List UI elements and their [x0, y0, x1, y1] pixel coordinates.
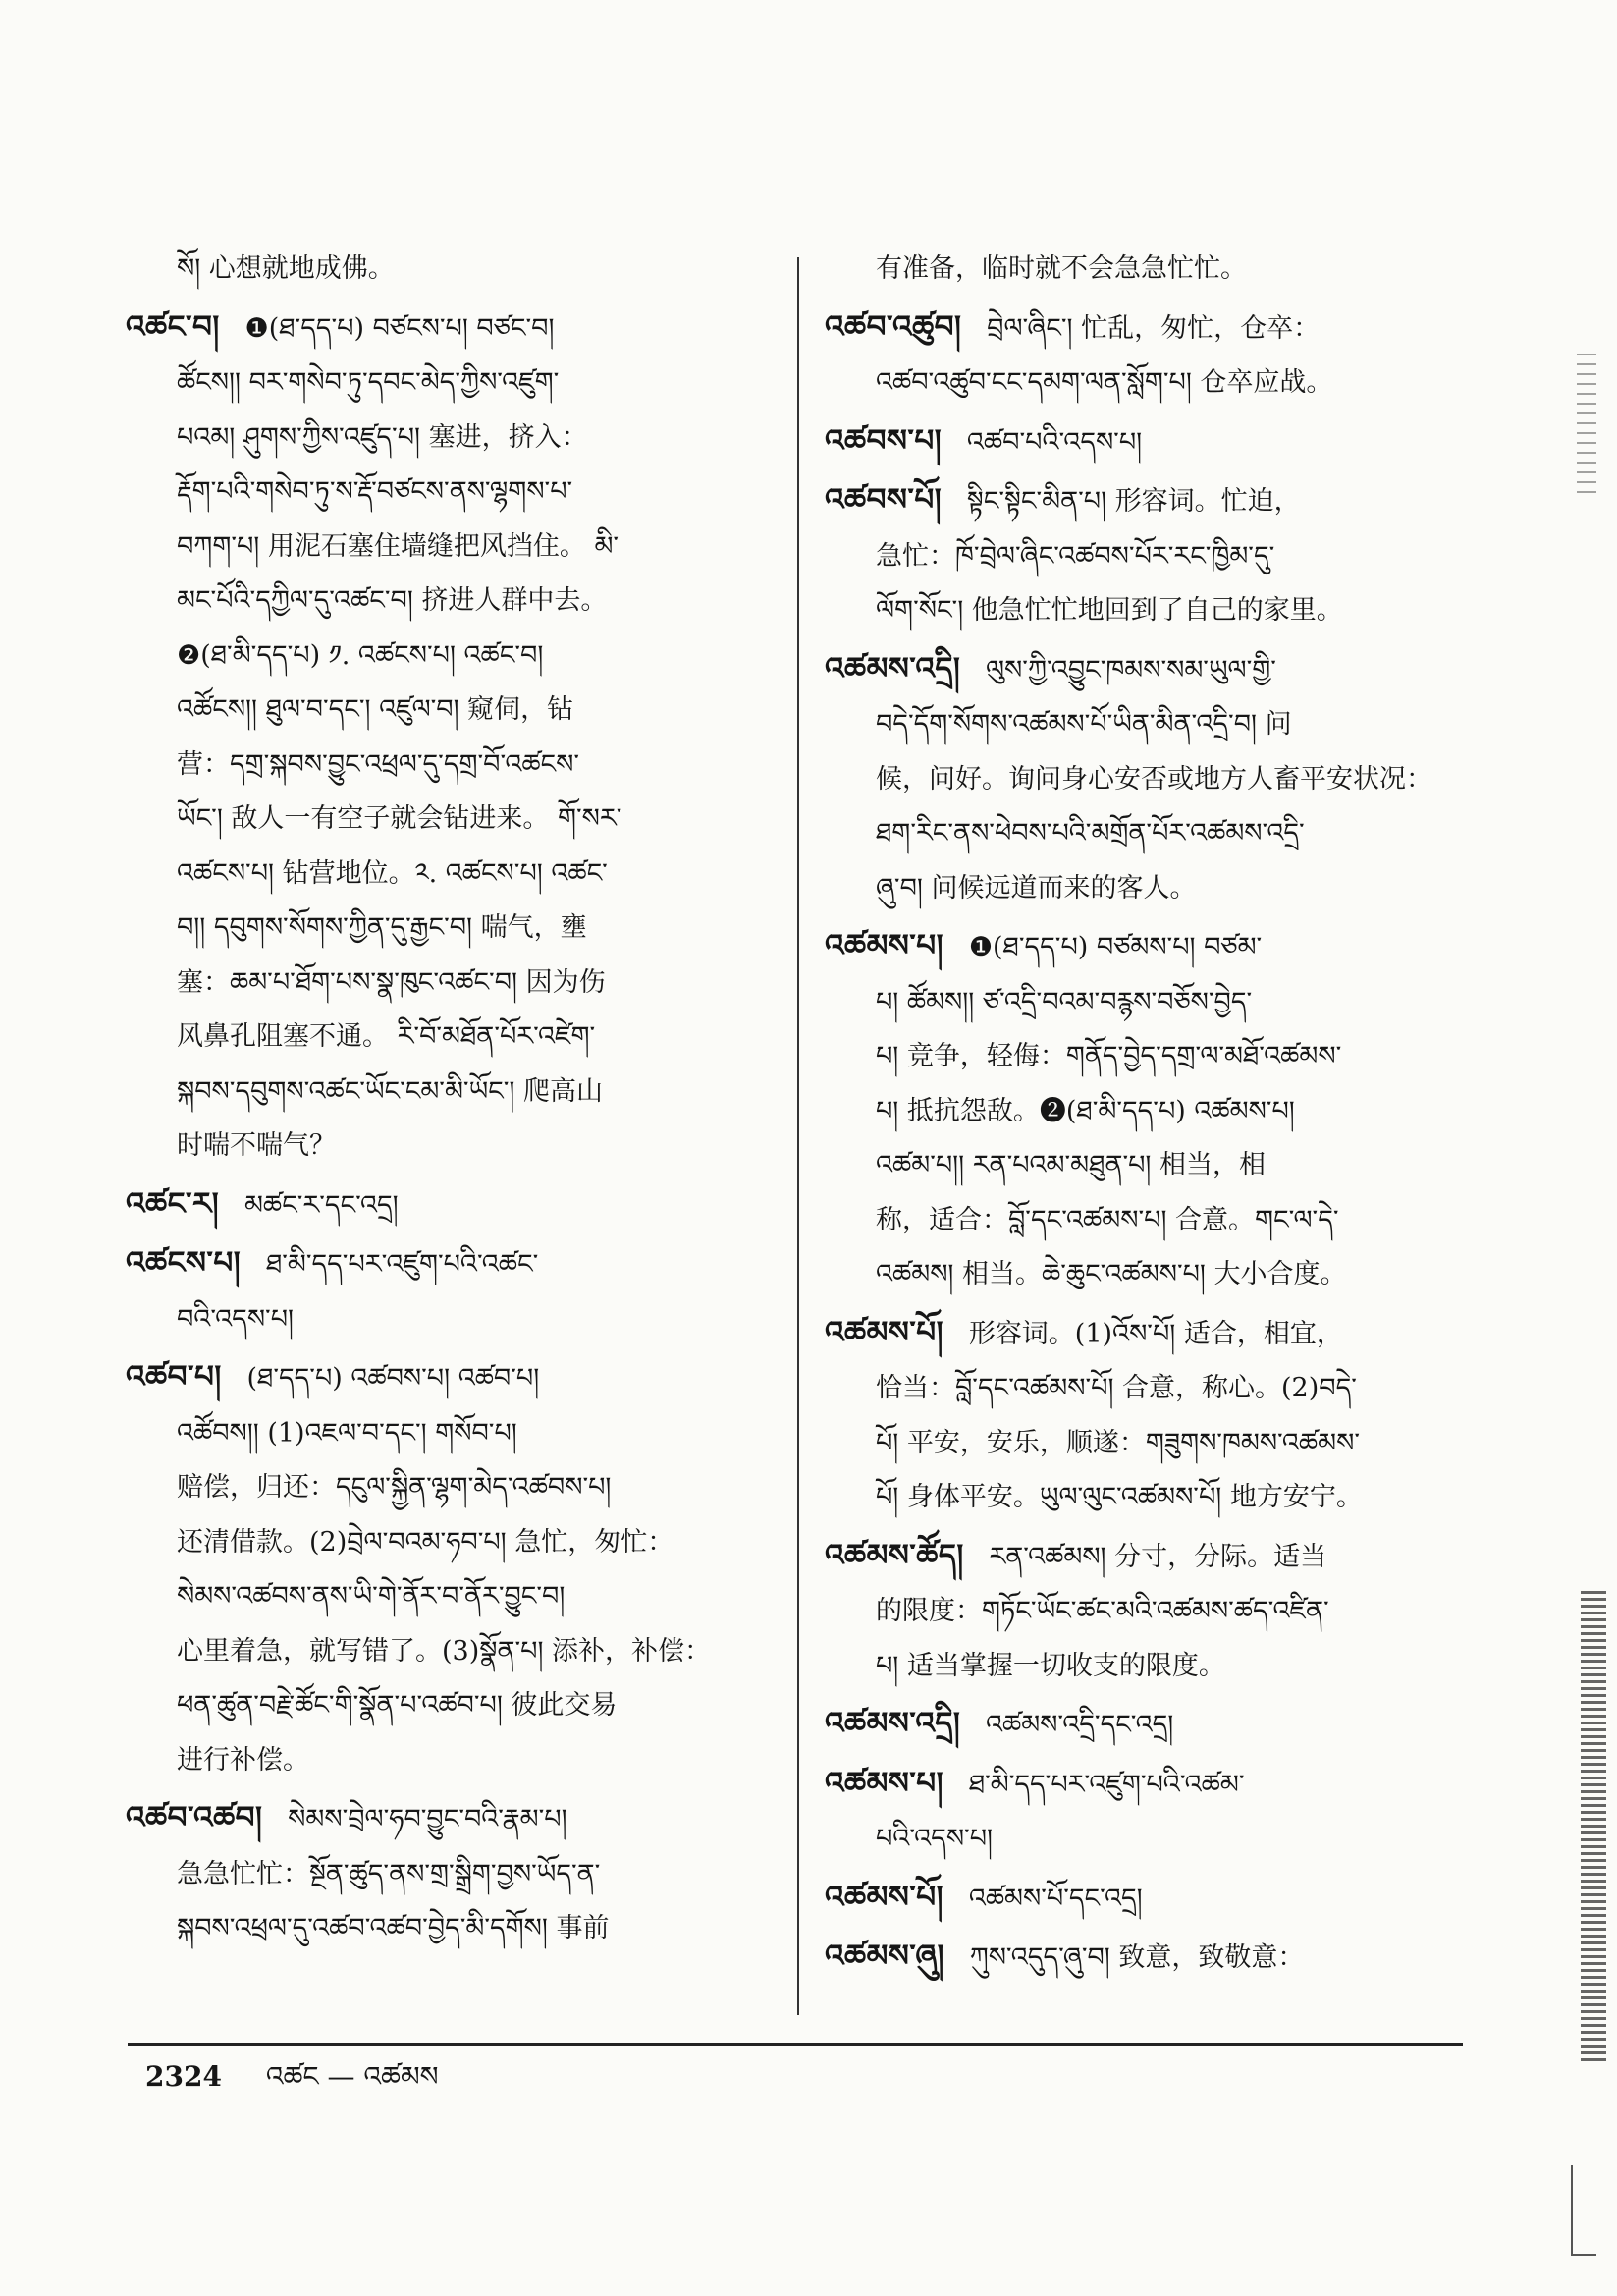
headword-range: འཚང — འཚམས [265, 2060, 439, 2093]
entry-first-line [825, 1930, 1473, 1986]
entry-headword: འཚམས་པ། [825, 928, 944, 963]
entry-line: སོ། 心想就地成佛。 [177, 253, 395, 284]
entry-text: སེམས་བྲེལ་ཧབ་བྱུང་བའི་རྣམ་པ། [288, 1804, 567, 1834]
entry-headword: འཚབ་པ། [126, 1359, 222, 1394]
entry-headword: འཚམས་འདྲི། [825, 650, 961, 686]
entry [825, 301, 1473, 410]
footer-rule [128, 2043, 1463, 2046]
entry [825, 642, 1473, 916]
entry-line: པ། 抵抗怨敌。❷(ཐ་མི་དད་པ) འཚམས་པ། [876, 1095, 1295, 1126]
entry-text: (ཐ་དད་པ) འཚབས་པ། འཚབ་པ། [246, 1363, 540, 1394]
entry-headword: འཚམས་ཞུ། [825, 1939, 944, 1974]
entry-line: ❷(ཐ་མི་དད་པ) ༡. འཚངས་པ། འཚང་བ། [177, 639, 544, 671]
scan-edge-marks [1581, 1591, 1606, 2062]
entry-first-line [825, 1529, 1473, 1585]
entry-line: 急忙：ཁོ་བྲེལ་ཞིང་འཚབས་པོར་རང་ཁྱིམ་དུ་ [876, 540, 1275, 572]
entry-first-line [825, 1697, 1473, 1753]
entry-text: ❶(ཐ་དད་པ) བཙངས་པ། བཙང་བ། [244, 312, 555, 344]
entry-line: རྡོག་པའི་གསེབ་ཏུ་ས་རྡོ་བཙངས་ནས་ལྷགས་པ་ [177, 476, 573, 507]
entry-line: བ།། དབུགས་སོགས་ཀྱིན་དུ་རྒྱང་བ། 喘气，壅 [177, 912, 587, 943]
entry-text: 形容词。(1)འོས་པོ། 适合，相宜， [968, 1318, 1343, 1349]
entry-text: འཚབ་པའི་འདས་པ། [966, 426, 1143, 458]
entry-text: བྲེལ་ཞིང་། 忙乱，匆忙，仓卒： [987, 312, 1321, 344]
entry-line: འཚབ་འཚུབ་ངང་དམག་ལན་སློག་པ། 仓卒应战。 [876, 367, 1333, 398]
entry-line: པ། ཚོམས།། ཙ་འདྲི་བའམ་བརྙས་བཅོས་བྱེད་ [876, 986, 1253, 1017]
entry-line: འཚམས། 相当。ཆེ་ཆུང་འཚམས་པ། 大小合度。 [876, 1259, 1347, 1289]
entry-first-line [825, 1871, 1473, 1927]
entry-headword: འཚང་བ། [126, 308, 220, 345]
entry-line: 有准备，临时就不会急急忙忙。 [876, 253, 1247, 284]
entry-line: 称，适合：བློ་དང་འཚམས་པ། 合意。གང་ལ་དེ་ [876, 1204, 1339, 1235]
entry-line: 风鼻孔阻塞不通。 རི་བོ་མཐོན་པོར་འཛེག་ [177, 1021, 596, 1052]
entry-line: ཐག་རིང་ནས་ཕེབས་པའི་མགྲོན་པོར་འཚམས་འདྲི་ [876, 818, 1305, 848]
entry [825, 1871, 1473, 1927]
entry-line: པོ། 平安，安乐，顺遂：གཟུགས་ཁམས་འཚམས་ [876, 1427, 1360, 1458]
entry [126, 1791, 774, 1956]
entry-line: པའམ། ཤུགས་ཀྱིས་འཛུད་པ། 塞进，挤入： [177, 421, 588, 453]
page-footer [145, 2057, 439, 2097]
entry-headword: འཚམས་འདྲི། [825, 1706, 961, 1741]
entry-line: 心里着急，就写错了。(3)སྣོན་པ། 添补，补偿： [177, 1635, 712, 1667]
entry [126, 1350, 774, 1787]
scan-edge-marks [1577, 354, 1596, 501]
entry-line: ལོག་སོང་། 他急忙忙地回到了自己的家里。 [876, 595, 1343, 626]
entry-headword: འཚངས་པ། [126, 1245, 242, 1281]
entry-line: སེམས་འཚབས་ནས་ཡི་གེ་ནོར་བ་ནོར་བྱུང་བ། [177, 1581, 566, 1612]
entry-headword: འཚམས་པོ། [825, 1314, 944, 1350]
entry-line: 还清借款。(2)བྲེལ་བའམ་ཧབ་པ། 急忙，匆忙： [177, 1526, 674, 1558]
entry-text: ཐ་མི་དད་པར་འཛུག་པའི་འཚང་ [265, 1249, 539, 1280]
entry [825, 473, 1473, 638]
entry-text: མཚང་ར་དང་འདྲ། [243, 1189, 399, 1221]
entry [825, 1930, 1473, 1986]
entry-line: བདེ་དོག་སོགས་འཚམས་པོ་ཡིན་མིན་འདྲི་བ། 问 [876, 709, 1292, 739]
entry-text: ལུས་ཀྱི་འབྱུང་ཁམས་སམ་ཡུལ་གྱི་ [985, 654, 1276, 685]
entry-line: 恰当：བློ་དང་འཚམས་པོ། 合意，称心。(2)བདེ་ [876, 1373, 1357, 1403]
page-number: 2324 [145, 2060, 222, 2093]
entry-line: པོ། 身体平安。ཡུལ་ལུང་འཚམས་པོ། 地方安宁。 [876, 1482, 1363, 1512]
entry-headword: འཚབས་པོ། [825, 482, 943, 518]
entry-headword: འཚབ་འཚབ། [126, 1800, 263, 1835]
entry [126, 301, 774, 1174]
left-column [126, 242, 774, 1960]
entry-text: ❶(ཐ་དད་པ) བཙམས་པ། བཙམ་ [968, 932, 1263, 962]
entry-first-line [126, 1236, 774, 1292]
entry-headword: འཚམས་ཚོད། [825, 1537, 964, 1573]
entry-line: 的限度：གཏོང་ཡོང་ཚང་མའི་འཚམས་ཚད་འཛིན་ [876, 1596, 1329, 1626]
entry [825, 1757, 1473, 1867]
entry-first-line [126, 301, 774, 356]
entry-line: ཕན་ཚུན་བརྗེ་ཚོང་གི་སྣོན་པ་འཚབ་པ། 彼此交易 [177, 1690, 618, 1721]
entry-first-line [825, 919, 1473, 975]
entry [825, 1306, 1473, 1525]
entry-first-line [126, 1350, 774, 1406]
entry-line: 塞：ཆམ་པ་ཐོག་པས་སྣ་ཁུང་འཚང་བ། 因为伤 [177, 966, 606, 998]
entry-first-line [825, 1757, 1473, 1813]
entry-line: འཚོངས།། ཐུལ་བ་དང་། འཛུལ་བ། 窥伺，钻 [177, 694, 574, 725]
entry [825, 414, 1473, 470]
entry [825, 919, 1473, 1302]
entry-line: 营：དགྲ་སྐབས་བྱུང་འཕྲལ་དུ་དགྲ་བོ་འཚངས་ [177, 748, 580, 780]
entry-headword: འཚབས་པ། [825, 422, 943, 459]
entry-text: འཚམས་འདྲི་དང་འདྲ། [985, 1710, 1174, 1740]
scan-edge-bracket [1571, 2165, 1596, 2256]
entry-first-line [825, 473, 1473, 529]
entry-line: པའི་འདས་པ། [876, 1824, 994, 1854]
entry-first-line [825, 301, 1473, 356]
entry [825, 1529, 1473, 1694]
entry-line: ཡོང་། 敌人一有空子就会钻进来。 གོ་སར་ [177, 803, 622, 834]
entry-text: རན་འཚམས། 分寸，分际。适当 [989, 1541, 1327, 1572]
entry-line: འཚངས་པ། 钻营地位。༢. འཚངས་པ། འཚང་ [177, 857, 608, 889]
entry-first-line [825, 1306, 1473, 1362]
entry-text: ཀུས་འདུད་ཞུ་བ། 致意，致敬意： [969, 1942, 1305, 1973]
entry-first-line [825, 414, 1473, 470]
entry [825, 242, 1473, 297]
column-divider [797, 257, 799, 2015]
entry-text: སྟིང་སྟིང་མིན་པ། 形容词。忙迫， [966, 486, 1301, 517]
entry-line: 赔偿，归还：དངུལ་སྐྱིན་ལྷག་མེད་འཚབས་པ། [177, 1472, 612, 1503]
entry-line: བཀག་པ། 用泥石塞住墙缝把风挡住。 མི་ [177, 530, 620, 562]
entry-line: སྐབས་འཕྲལ་དུ་འཚབ་འཚབ་བྱེད་མི་དགོས། 事前 [177, 1913, 610, 1943]
entry-line: བའི་འདས་པ། [177, 1303, 295, 1335]
entry-line: 进行补偿。 [177, 1744, 309, 1776]
entry-line: 候，问好。询问身心安否或地方人畜平安状况： [876, 763, 1432, 794]
entry-headword: འཚམས་པ། [825, 1765, 944, 1801]
entry-line: 时喘不喘气？ [177, 1130, 336, 1161]
entry [126, 242, 774, 297]
entry-text: ཐ་མི་དད་པར་འཛུག་པའི་འཚམ་ [968, 1769, 1245, 1800]
entry-line: ཞུ་བ། 问候远道而来的客人。 [876, 872, 1197, 903]
entry-headword: འཚང་ར། [126, 1185, 220, 1222]
entry-line: མང་པོའི་དཀྱིལ་དུ་འཚང་བ། 挤进人群中去。 [177, 585, 608, 616]
entry-line: སྐབས་དབུགས་འཚང་ཡོང་ངམ་མི་ཡོང་། 爬高山 [177, 1075, 603, 1107]
entry-headword: འཚམས་པོ། [825, 1879, 944, 1915]
entry-text: འཚམས་པོ་དང་འདྲ། [968, 1883, 1143, 1914]
entry-line: ཚོངས།། བར་གསེབ་ཏུ་དབང་མེད་ཀྱིས་འཛུག་ [177, 367, 560, 398]
entry-headword: འཚབ་འཚུབ། [825, 308, 962, 345]
entry-line: པ། 适当掌握一切收支的限度。 [876, 1650, 1225, 1681]
right-column [825, 242, 1473, 1990]
entry-line: འཚམ་པ།། རན་པའམ་མཐུན་པ། 相当，相 [876, 1150, 1267, 1180]
entry [126, 1177, 774, 1233]
entry-first-line [126, 1791, 774, 1847]
entry [126, 1236, 774, 1346]
entry-line: འཚོབས།། (1)འཇལ་བ་དང་། གསོབ་པ། [177, 1417, 517, 1449]
entry-line: པ། 竞争，轻侮：གནོད་བྱེད་དགྲ་ལ་མཐོ་འཚམས་ [876, 1041, 1342, 1071]
entry-first-line [126, 1177, 774, 1233]
entry-first-line [825, 642, 1473, 698]
entry [825, 1697, 1473, 1753]
entry-line: 急急忙忙：སྔོན་ཚུད་ནས་གྲ་སྒྲིག་བྱས་ཡོད་ན་ [177, 1858, 601, 1889]
